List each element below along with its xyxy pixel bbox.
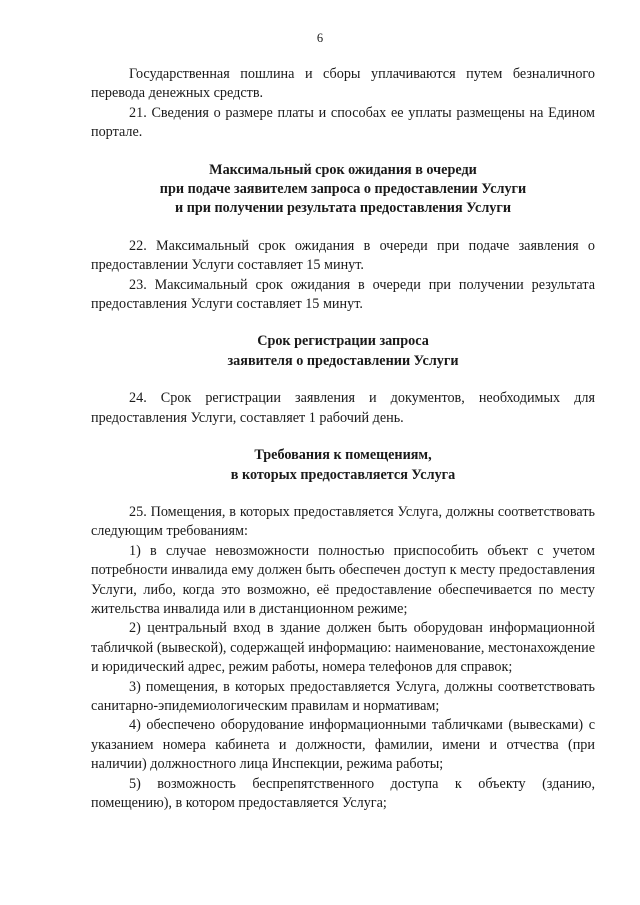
- paragraph-25-item-2: 2) центральный вход в здание должен быть оборудован информационной табличкой (вывеской), содержащей информацию: наименование, местонахождение и юридический адрес, режим работы, номера телефонов для справок;: [91, 620, 595, 676]
- paragraph-22: 22. Максимальный срок ожидания в очереди при подаче заявления о предоставлении Услуги составляет 15 минут.: [91, 237, 595, 274]
- paragraph-fee-payment: Государственная пошлина и сборы уплачиваются путем безналичного перевода денежных средств.: [91, 66, 595, 102]
- heading-line: Максимальный срок ожидания в очереди: [209, 161, 477, 178]
- section-heading-registration-term: [91, 332, 595, 371]
- page-number: 6: [316, 31, 324, 45]
- heading-line: в которых предоставляется Услуга: [230, 466, 456, 483]
- document-body: [91, 65, 595, 813]
- paragraph-25-item-5: 5) возможность беспрепятственного доступа к объекту (зданию, помещению), в котором предоставляется Услуга;: [91, 775, 595, 811]
- paragraph-25-item-4: 4) обеспечено оборудование информационными табличками (вывесками) с указанием номера кабинета и должности, фамилии, имени и отчества (при наличии) должностного лица Инспекции, режима работы;: [91, 717, 595, 773]
- section-heading-premises-requirements: [91, 446, 595, 485]
- paragraph-23: 23. Максимальный срок ожидания в очереди при получении результата предоставления Услуги составляет 15 минут.: [91, 276, 595, 313]
- heading-line: при подаче заявителем запроса о предоставлении Услуги: [159, 181, 527, 198]
- paragraph-25: 25. Помещения, в которых предоставляется Услуга, должны соответствовать следующим требованиям:: [91, 503, 595, 540]
- heading-line: заявителя о предоставлении Услуги: [227, 352, 459, 369]
- paragraph-24: 24. Срок регистрации заявления и документов, необходимых для предоставления Услуги, составляет 1 рабочий день.: [91, 390, 595, 426]
- paragraph-25-item-1: 1) в случае невозможности полностью приспособить объект с учетом потребности инвалида ему должен быть обеспечен доступ к месту предоставления Услуги, либо, когда это возможно, её предоставление обеспечивается по месту жительства инвалида или в дистанционном режиме;: [91, 542, 595, 617]
- paragraph-25-item-3: 3) помещения, в которых предоставляется Услуга, должны соответствовать санитарно-эпидемиологическим правилам и нормативам;: [91, 678, 595, 714]
- paragraph-21: 21. Сведения о размере платы и способах ее уплаты размещены на Едином портале.: [91, 104, 595, 141]
- section-heading-queue-time: [91, 161, 595, 219]
- heading-line: Требования к помещениям,: [254, 447, 432, 464]
- heading-line: Срок регистрации запроса: [257, 333, 429, 350]
- heading-line: и при получении результата предоставления Услуги: [174, 200, 512, 217]
